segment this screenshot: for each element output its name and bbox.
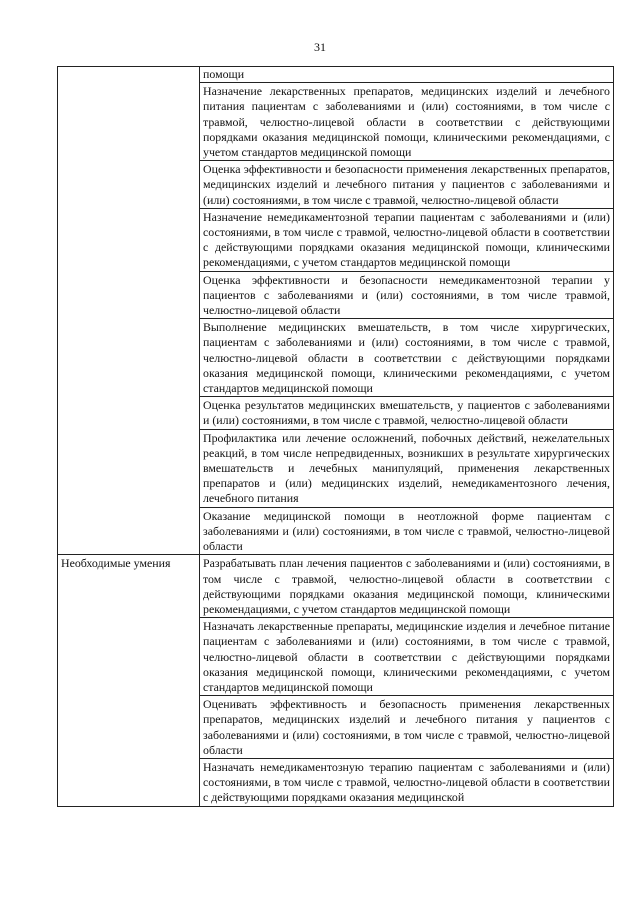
table-cell: помощи — [200, 67, 614, 83]
table-cell: Оценка результатов медицинских вмешательств, у пациентов с заболеваниями и (или) состояниями, в том числе с травмой, челюстно-лицевой области — [200, 397, 614, 429]
table-cell: Назначение лекарственных препаратов, медицинских изделий и лечебного питания пациентам с заболеваниями и (или) состояниями, в том числе с травмой, челюстно-лицевой области в соответствии с действующими порядками оказания медицинской помощи, клиническими рекомендациями, с учетом стандартов медицинской помощи — [200, 83, 614, 161]
table-cell: Оценка эффективности и безопасности немедикаментозной терапии у пациентов с заболеваниями и (или) состояниями, в том числе травмой, челюстно-лицевой области — [200, 271, 614, 319]
table-cell: Оценка эффективности и безопасности применения лекарственных препаратов, медицинских изделий и лечебного питания у пациентов с заболеваниями и (или) состояниями, в том числе с травмой, челюстно-лицевой области — [200, 161, 614, 209]
table-cell: Выполнение медицинских вмешательств, в том числе хирургических, пациентам с заболеваниями и (или) состояниями, в том числе с травмой, челюстно-лицевой области в соответствии с действующими порядками оказания медицинской помощи, клиническими рекомендациями, с учетом стандартов медицинской помощи — [200, 319, 614, 397]
table-cell: Разрабатывать план лечения пациентов с заболеваниями и (или) состояниями, в том числе с травмой, челюстно-лицевой области в соответствии с действующими порядками оказания медицинской помощи, клиническими рекомендациями, с учетом стандартов медицинской помощи — [200, 555, 614, 618]
table-cell: Оценивать эффективность и безопасность применения лекарственных препаратов, медицинских изделий и лечебного питания у пациентов с заболеваниями и (или) состояниями, в том числе с травмой, челюстно-лицевой области — [200, 696, 614, 759]
requirements-table — [57, 66, 614, 807]
table-row — [58, 555, 614, 618]
table-cell: Назначение немедикаментозной терапии пациентам с заболеваниями и (или) состояниями, в том числе с травмой, челюстно-лицевой области в соответствии с действующими порядками оказания медицинской помощи, клиническими рекомендациями, с учетом стандартов медицинской помощи — [200, 208, 614, 271]
page-number: 31 — [314, 40, 326, 54]
table-cell: Профилактика или лечение осложнений, побочных действий, нежелательных реакций, в том числе непредвиденных, возникших в результате хирургических вмешательств и лечебных манипуляций, применения лекарственных препаратов и (или) медицинских изделий, немедикаментозного лечения, лечебного питания — [200, 429, 614, 507]
row-label: Необходимые умения — [58, 555, 200, 806]
table-cell: Оказание медицинской помощи в неотложной форме пациентам с заболеваниями и (или) состояниями, в том числе с травмой, челюстно-лицевой области — [200, 507, 614, 555]
table-cell: Назначать лекарственные препараты, медицинские изделия и лечебное питание пациентам с заболеваниями и (или) состояниями, в том числе с травмой, челюстно-лицевой области в соответствии с действующими порядками оказания медицинской помощи, клиническими рекомендациями, с учетом стандартов медицинской помощи — [200, 618, 614, 696]
table-cell: Назначать немедикаментозную терапию пациентам с заболеваниями и (или) состояниями, в том числе с травмой, челюстно-лицевой области в соответствии с действующими порядками оказания медицинской — [200, 758, 614, 806]
table-row — [58, 67, 614, 83]
row-label — [58, 67, 200, 555]
